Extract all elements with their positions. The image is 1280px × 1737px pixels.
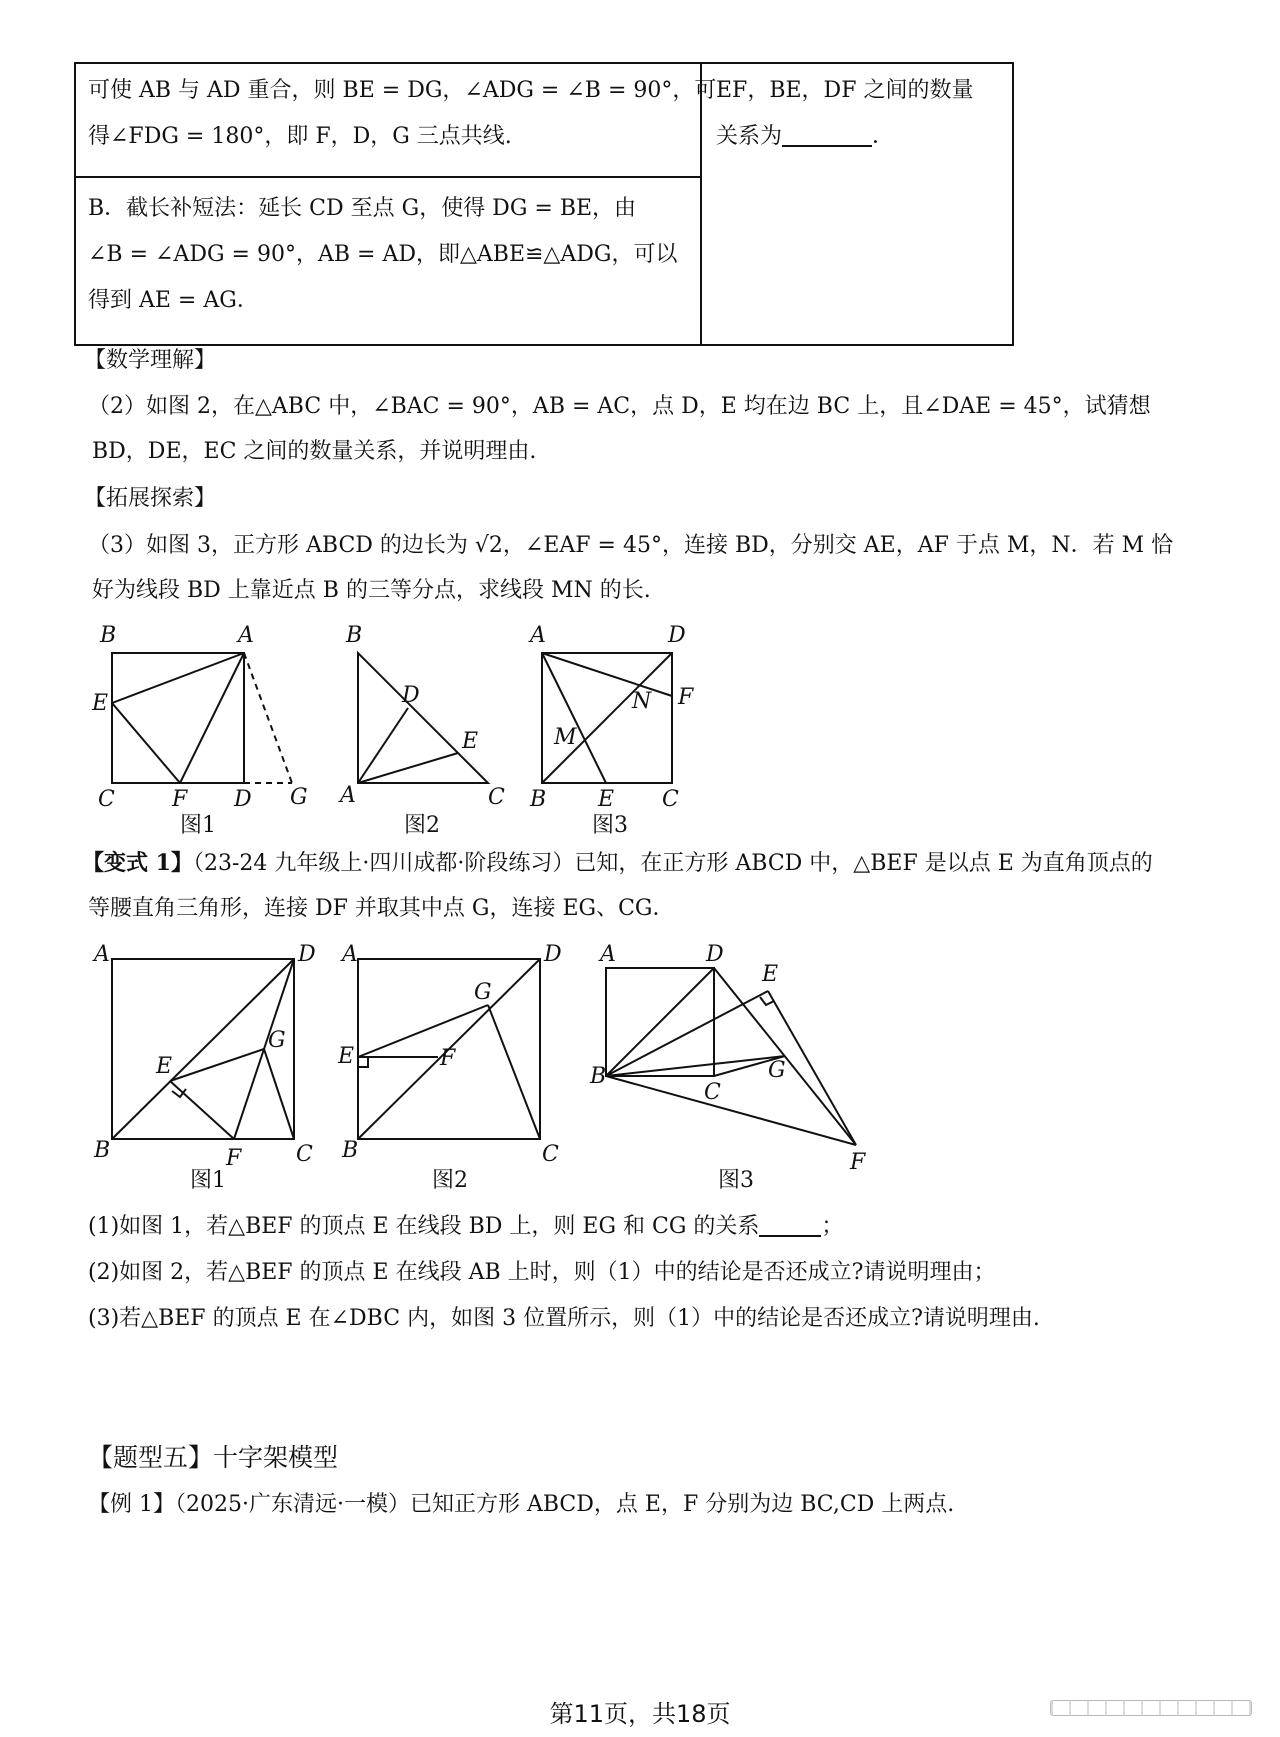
v-fig1-label-c: C (296, 1142, 313, 1167)
v-fig2-label-d: D (544, 942, 562, 967)
q3-line2: 好为线段 BD 上靠近点 B 的三等分点，求线段 MN 的长. (92, 578, 651, 603)
v-fig3-label-f: F (850, 1150, 866, 1175)
fig2-label-a: A (340, 783, 356, 808)
section-math-understanding: 【数学理解】 (84, 348, 217, 373)
v-fig3-label-b: B (590, 1064, 607, 1089)
example1: 【例 1】（2025·广东清远·一模）已知正方形 ABCD，点 E，F 分别为边 BC,CD 上两点. (88, 1492, 955, 1517)
variant1-line1 (82, 848, 1153, 879)
table-divider-horizontal (74, 176, 702, 178)
v-fig2-label-b: B (342, 1138, 359, 1163)
fig1-label-g: G (290, 785, 308, 810)
fig1-label-b: B (100, 623, 117, 648)
cell-c-line2-end: ． (872, 124, 895, 149)
fig2-caption: 图2 (404, 813, 440, 838)
v-fig1-label-f: F (226, 1146, 242, 1171)
fig1-label-f: F (172, 787, 188, 812)
table-cell-a (88, 68, 716, 160)
fig2-label-e: E (462, 729, 479, 754)
scrollbar-handle[interactable] (1050, 1700, 1252, 1716)
v-fig1-label-e: E (156, 1054, 173, 1079)
v-fig2-label-g: G (474, 980, 492, 1005)
top-figures (0, 620, 1280, 840)
v-fig1-caption: 图1 (190, 1168, 226, 1193)
v-fig2-label-c: C (542, 1142, 559, 1167)
v1-q2: (2)如图 2，若△BEF 的顶点 E 在线段 AB 上时，则（1）中的结论是否还成立?请说明理由； (88, 1260, 996, 1285)
q3-line1: （3）如图 3，正方形 ABCD 的边长为 √2，∠EAF = 45°，连接 BD，分别交 AE，AF 于点 M，N．若 M 恰 (88, 533, 1174, 558)
cell-b-line3: 得到 AE = AG． (88, 288, 259, 313)
v-fig3-label-a: A (600, 942, 616, 967)
v1-q1-blank (759, 1213, 821, 1237)
variant1-line2: 等腰直角三角形，连接 DF 并取其中点 G，连接 EG、CG． (88, 896, 675, 921)
v1-q1 (88, 1212, 843, 1242)
fig3-label-n: N (632, 689, 652, 714)
v1-q1-text: (1)如图 1，若△BEF 的顶点 E 在线段 BD 上，则 EG 和 CG 的关系 (88, 1214, 760, 1239)
v-fig3-label-e: E (762, 962, 779, 987)
fig3-label-e: E (598, 787, 615, 812)
fig1-label-a: A (238, 623, 254, 648)
figure3-square-diagram (542, 653, 672, 783)
figure2-triangle-diagram (358, 653, 488, 783)
variant-figure3-diagram (606, 968, 856, 1145)
figure1-square-diagram (112, 653, 292, 783)
section-extended-exploration: 【拓展探索】 (84, 486, 217, 511)
cell-b-line1: B．截长补短法：延长 CD 至点 G，使得 DG = BE，由 (88, 196, 637, 221)
fig1-caption: 图1 (180, 813, 216, 838)
fig3-label-f: F (678, 685, 694, 710)
variant-figure1-diagram (112, 959, 294, 1139)
v-fig1-label-d: D (298, 942, 316, 967)
v-fig3-caption: 图3 (718, 1168, 754, 1193)
fig2-label-b: B (346, 623, 363, 648)
table-cell-c (716, 68, 973, 160)
fig3-label-a: A (530, 623, 546, 648)
page-footer: 第11页，共18页 (549, 1700, 731, 1728)
v-fig1-label-b: B (94, 1138, 111, 1163)
v-fig2-label-e: E (338, 1044, 355, 1069)
cell-a-line2: 得∠FDG = 180°，即 F，D，G 三点共线. (88, 124, 512, 149)
variant1-text: （23-24 九年级上·四川成都·阶段练习）已知，在正方形 ABCD 中，△BEF 是以点 E 为直角顶点的 (192, 851, 1153, 876)
cell-c-line1: EF，BE，DF 之间的数量 (716, 78, 974, 103)
cell-b-line2: ∠B = ∠ADG = 90°，AB = AD，即△ABE≌△ADG，可以 (88, 242, 678, 267)
table-cell-b (88, 186, 677, 324)
fig3-label-c: C (662, 787, 679, 812)
fig3-label-d: D (668, 623, 686, 648)
cell-c-line2: 关系为 (716, 124, 783, 149)
fig2-label-c: C (488, 785, 505, 810)
fig2-label-d: D (402, 683, 420, 708)
q2-line1: （2）如图 2，在△ABC 中，∠BAC = 90°，AB = AC，点 D，E 均在边 BC 上，且∠DAE = 45°，试猜想 (88, 394, 1151, 419)
variant1-tag: 【变式 1】 (82, 850, 193, 876)
q2-line2: BD，DE，EC 之间的数量关系，并说明理由. (92, 439, 537, 464)
fig1-label-e: E (92, 691, 109, 716)
v-fig3-label-c: C (704, 1080, 721, 1105)
v-fig2-label-a: A (342, 942, 358, 967)
v1-q3: (3)若△BEF 的顶点 E 在∠DBC 内，如图 3 位置所示，则（1）中的结论是否还成立?请说明理由. (88, 1306, 1040, 1331)
answer-blank (782, 123, 872, 147)
middle-figures (0, 935, 1280, 1195)
v1-q1-end: ； (821, 1214, 844, 1239)
v-fig2-label-f: F (440, 1046, 456, 1071)
heading-type5: 【题型五】十字架模型 (88, 1443, 339, 1472)
v-fig3-label-g: G (768, 1058, 786, 1083)
v-fig1-label-a: A (94, 942, 110, 967)
v-fig2-caption: 图2 (432, 1168, 468, 1193)
fig3-label-b: B (530, 787, 547, 812)
fig1-label-d: D (234, 787, 252, 812)
fig3-label-m: M (554, 725, 577, 750)
v-fig3-label-d: D (706, 942, 724, 967)
cell-a-line1: 可使 AB 与 AD 重合，则 BE = DG，∠ADG = ∠B = 90°，可 (88, 78, 717, 103)
fig1-label-c: C (98, 787, 115, 812)
v-fig1-label-g: G (268, 1028, 286, 1053)
cell-c-line2-row (716, 114, 973, 160)
fig3-caption: 图3 (592, 813, 628, 838)
